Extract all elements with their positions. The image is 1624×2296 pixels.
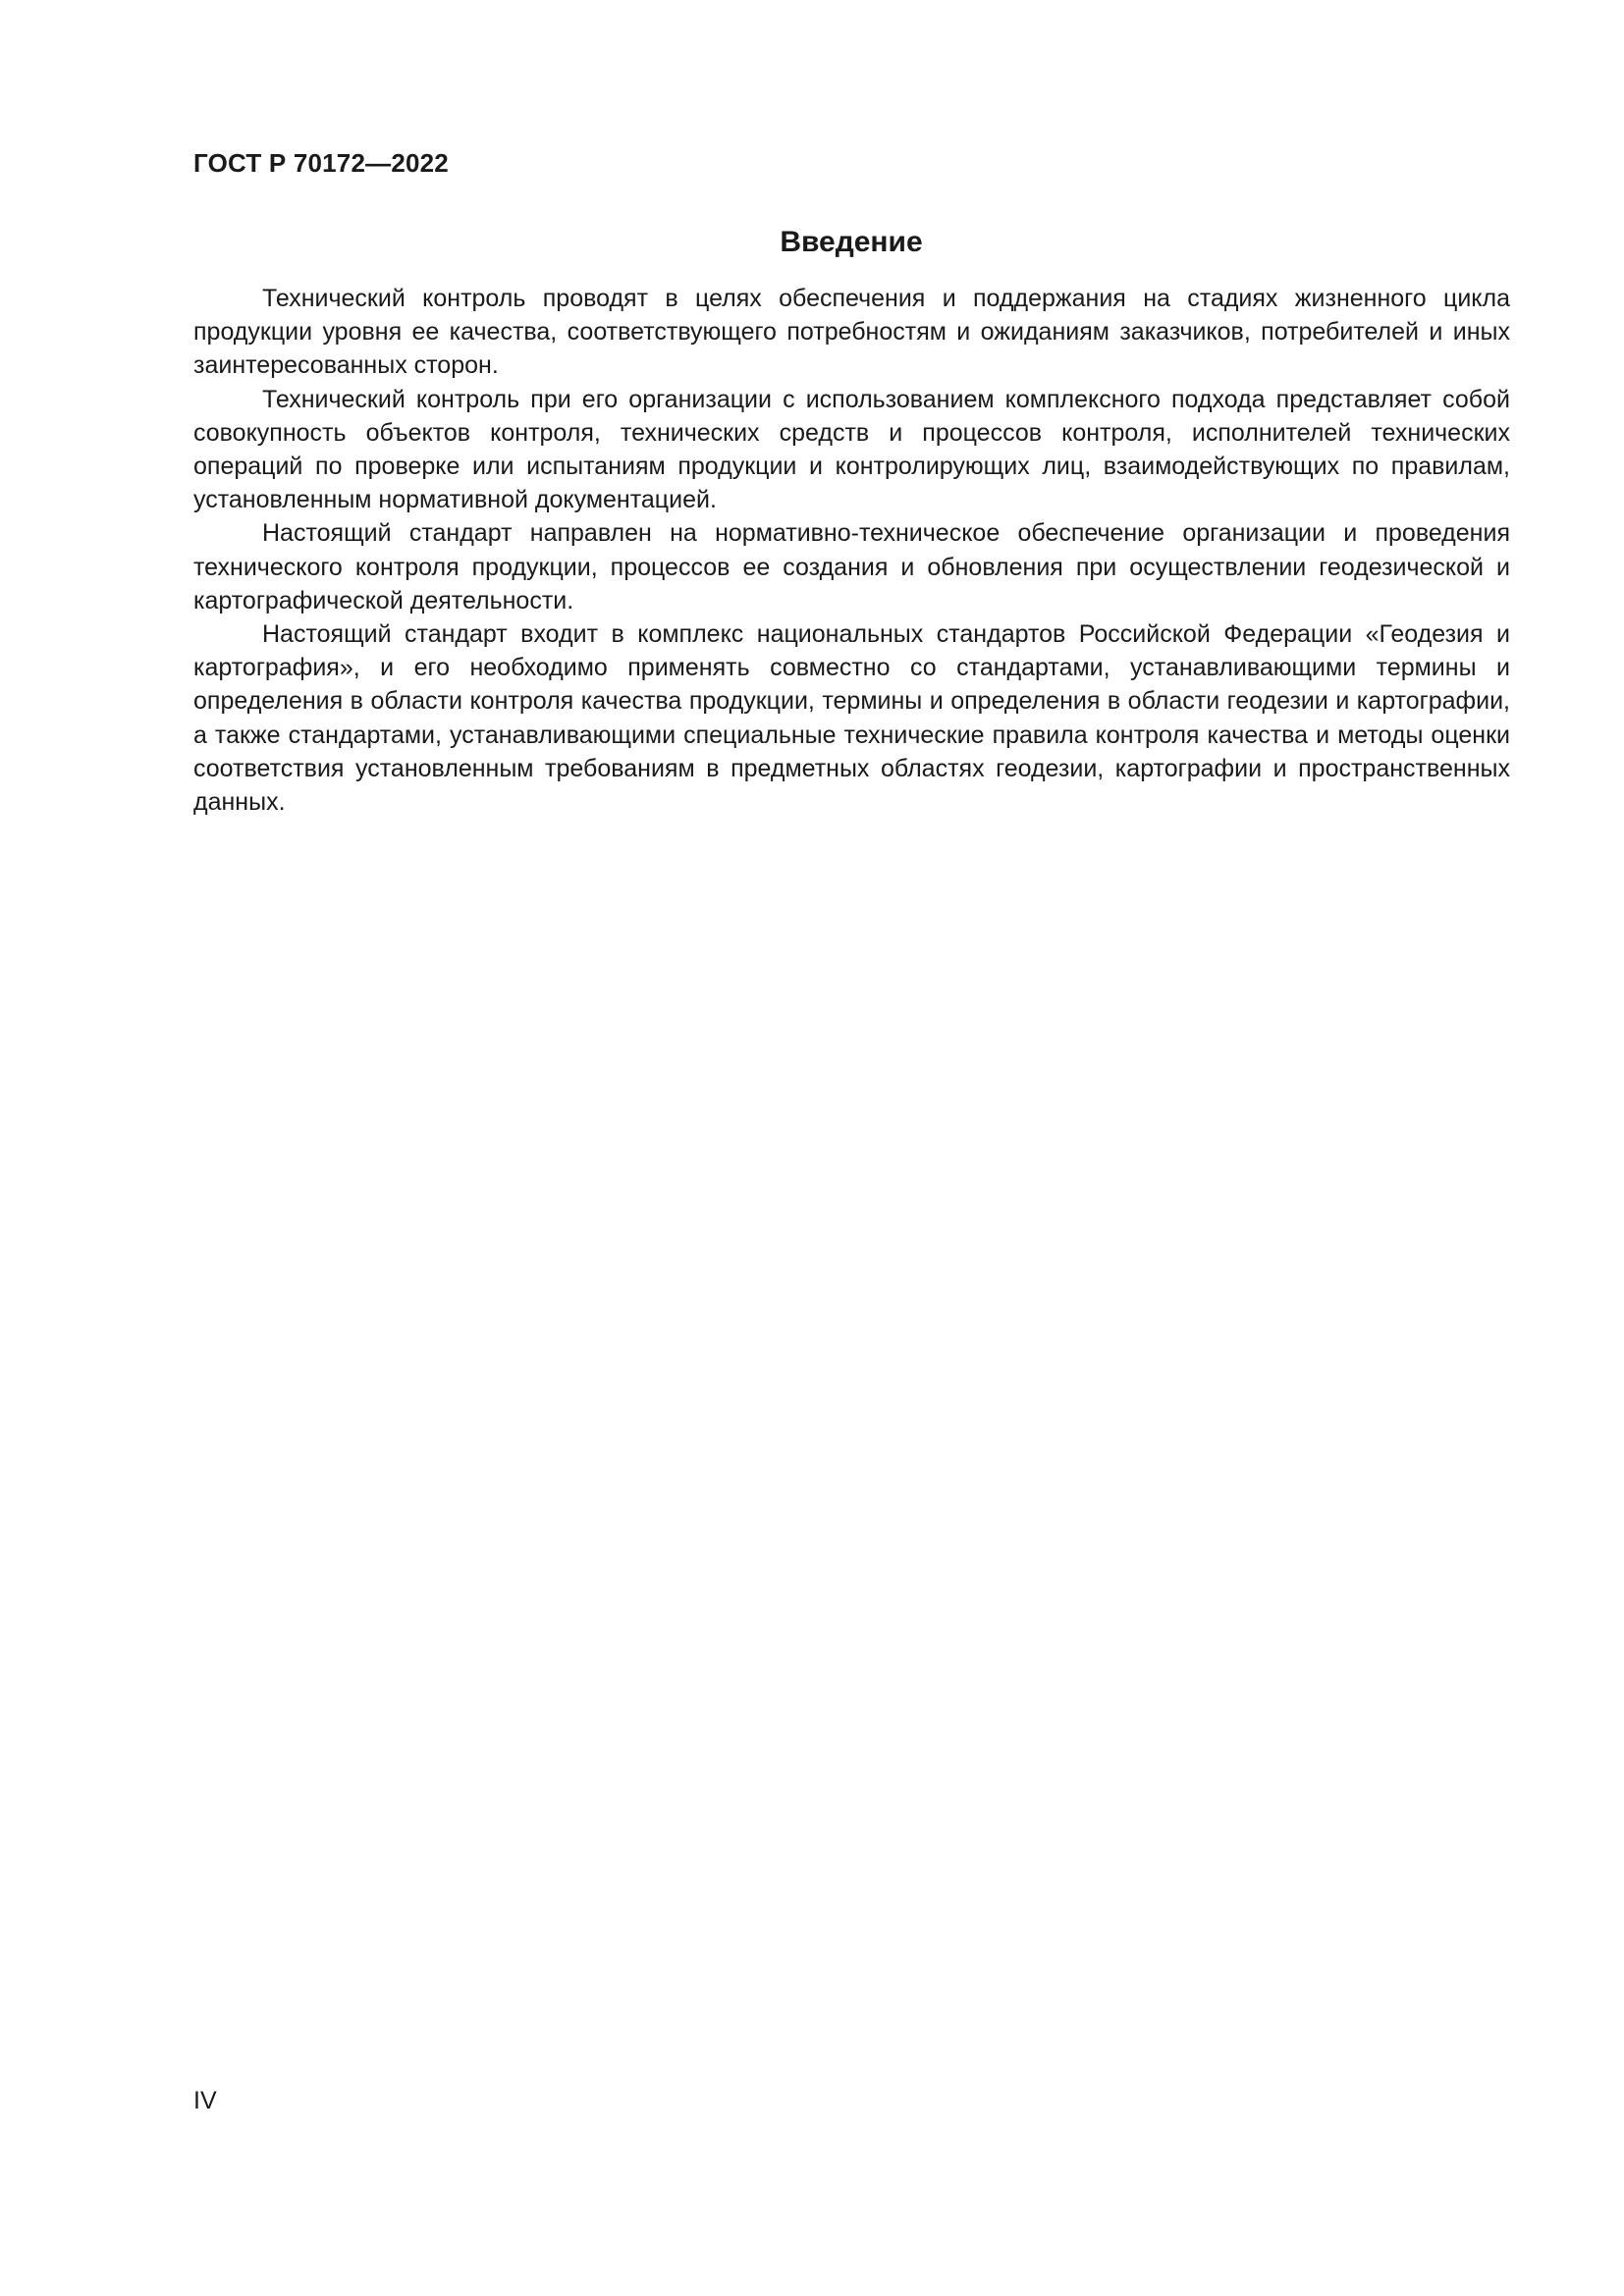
paragraph: Технический контроль при его организации с использованием комплексного подхода представляет собой совокупность объектов контроля, технических средств и процессов контроля, исполнителей технических операций по проверке или испытаниям продукции и контролирующих лиц, взаимодействующих по правилам, установленным нормативной документацией. <box>193 385 1510 514</box>
section-body <box>193 282 1510 819</box>
paragraph: Настоящий стандарт направлен на нормативно-техническое обеспечение организации и проведения технического контроля продукции, процессов ее создания и обновления при осуществлении геодезической и картографической деятельности. <box>193 519 1510 614</box>
paragraph: Технический контроль проводят в целях обеспечения и поддержания на стадиях жизненного цикла продукции уровня ее качества, соответствующего потребностям и ожиданиям заказчиков, потребителей и иных заинтересованных сторон. <box>193 285 1510 380</box>
paragraph: Настоящий стандарт входит в комплекс национальных стандартов Российской Федерации «Геодезия и картография», и его необходимо применять совместно со стандартами, устанавливающими термины и определения в области контроля качества продукции, термины и определения в области геодезии и картографии, а также стандартами, устанавливающими специальные технические правила контроля качества и методы оценки соответствия установленным требованиям в предметных областях геодезии, картографии и пространственных данных. <box>193 620 1510 817</box>
section-title: Введение <box>780 226 923 258</box>
page-number: IV <box>193 2087 217 2114</box>
document-code: ГОСТ Р 70172—2022 <box>193 148 449 178</box>
